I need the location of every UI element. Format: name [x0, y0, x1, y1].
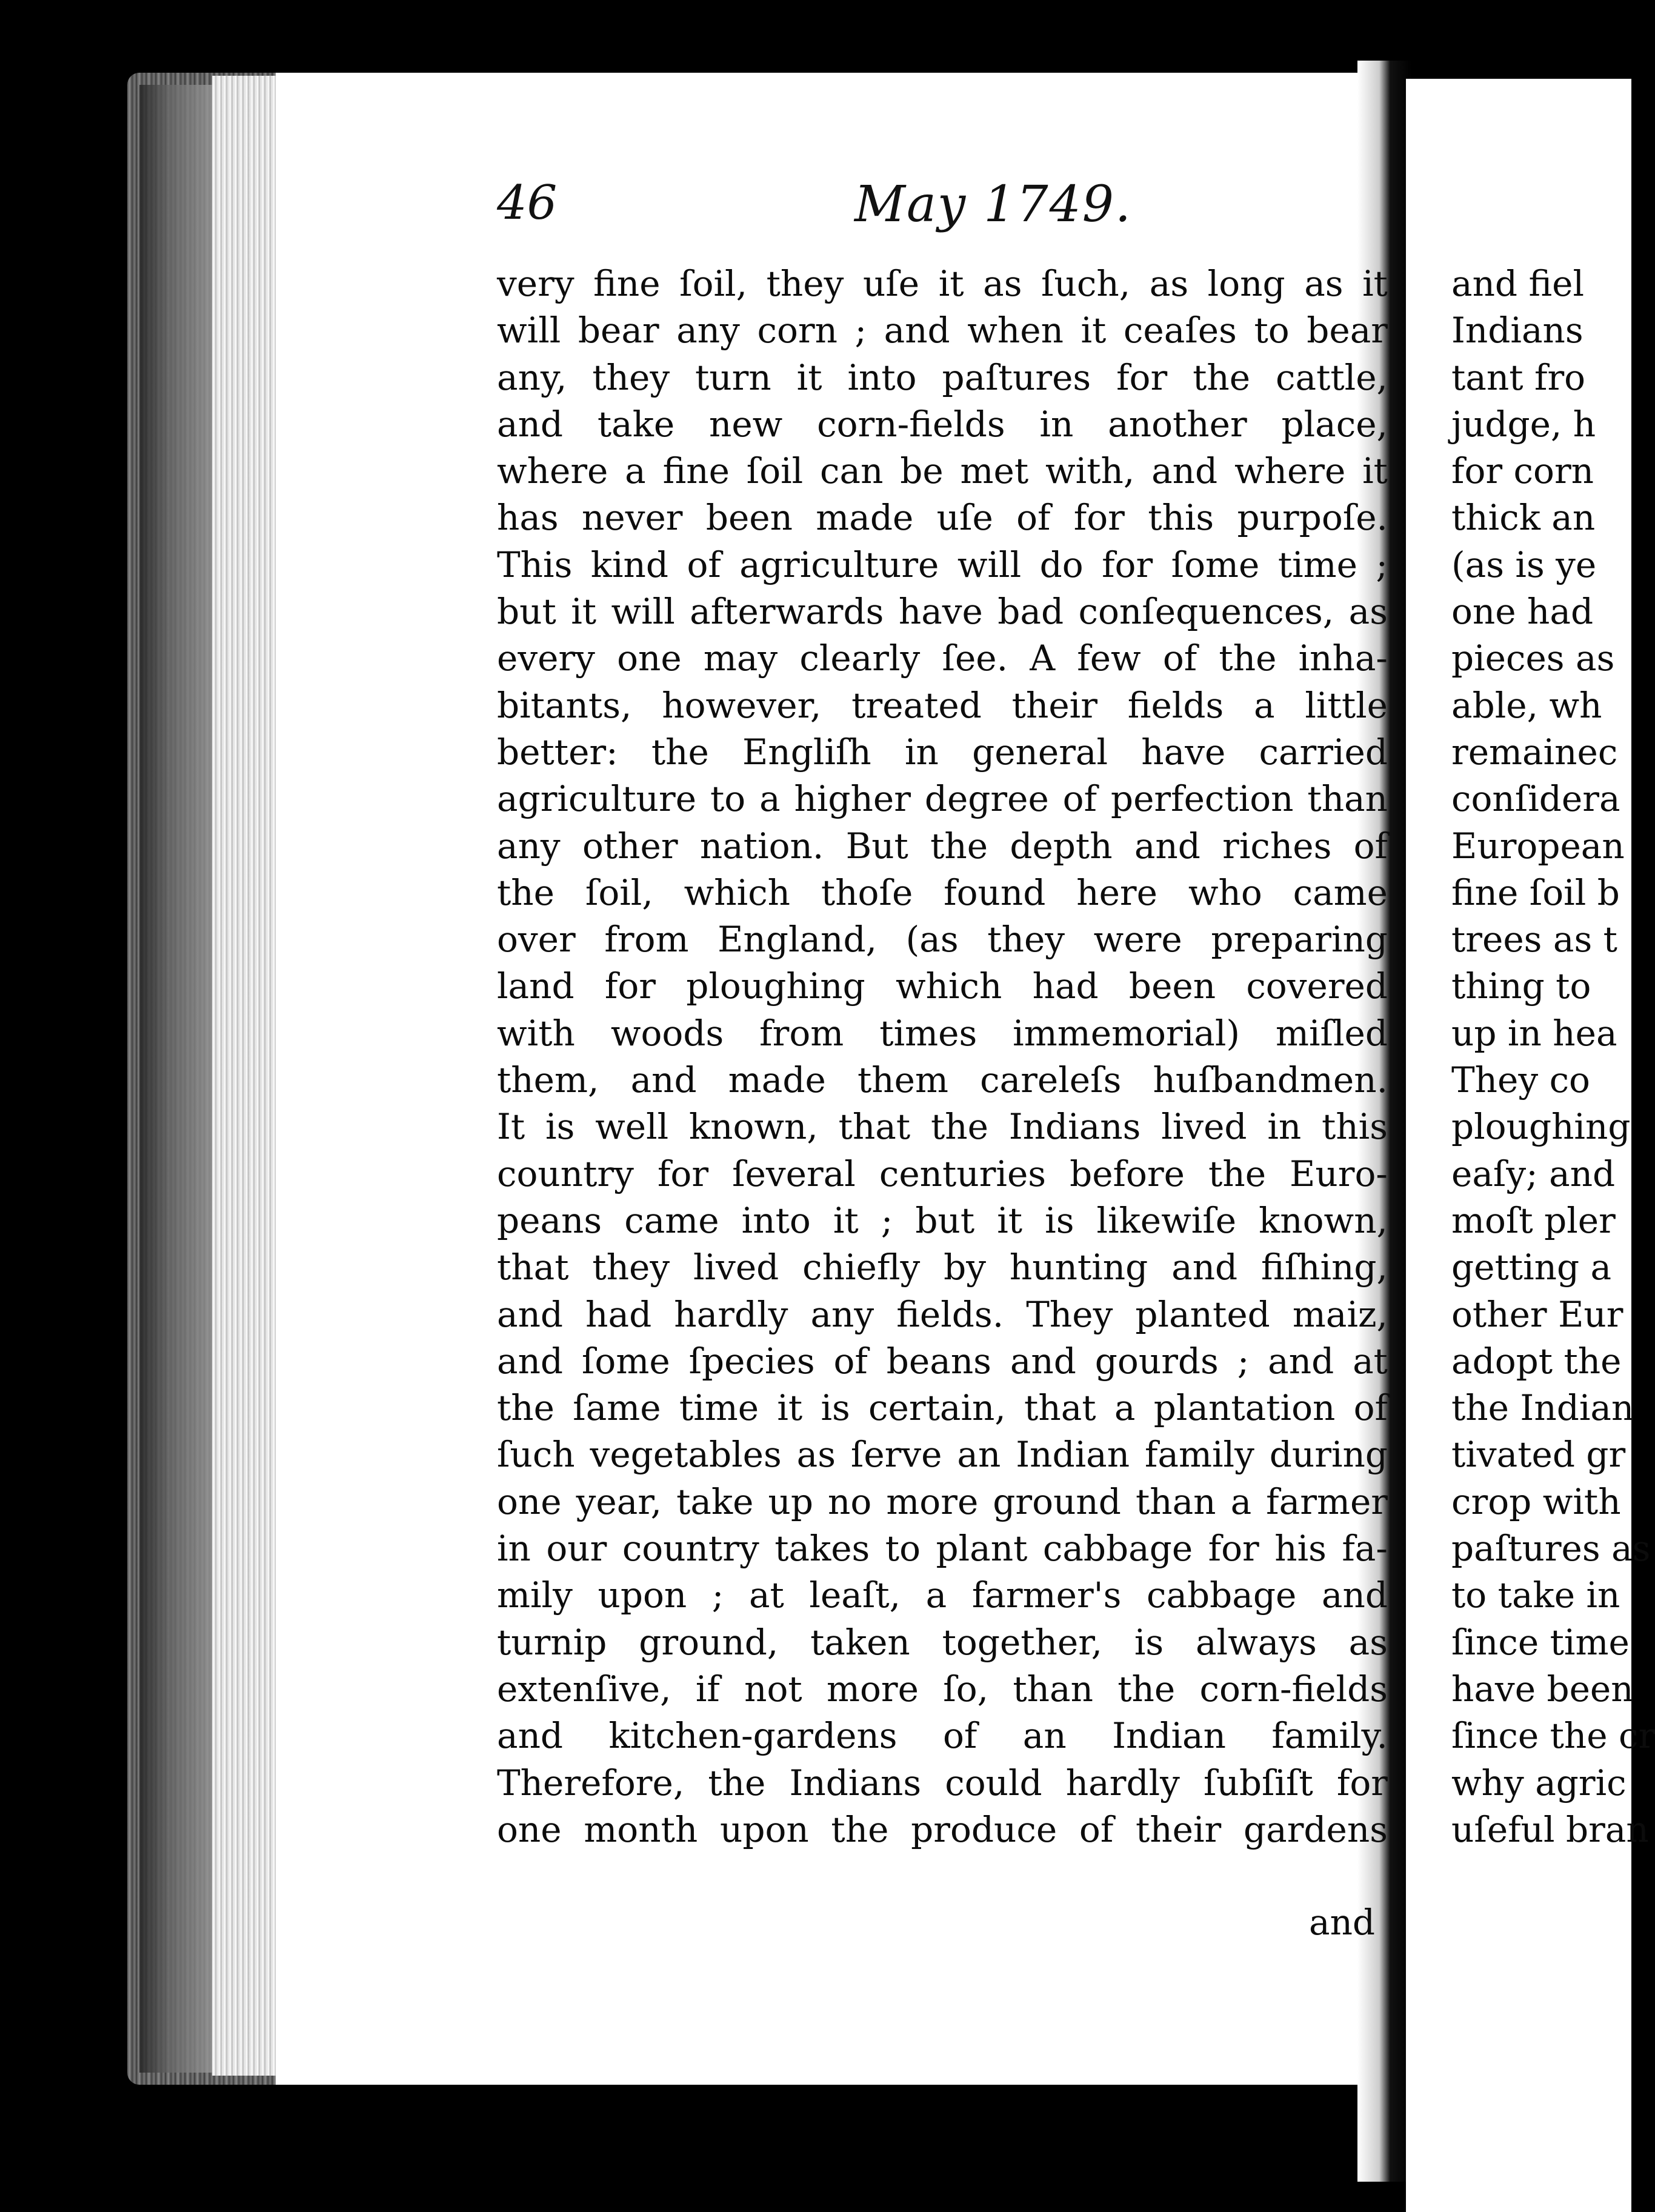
text-line: pieces as: [1451, 638, 1615, 679]
text-line: any, they turn it into paſtures for the cattle,: [497, 356, 1388, 398]
text-line: the ſoil, which thoſe found here who came: [497, 871, 1388, 913]
text-line: fine ſoil b: [1451, 871, 1620, 913]
text-line: This kind of agriculture will do for ſome time ;: [497, 544, 1388, 585]
text-line: land for ploughing which had been covered: [497, 965, 1388, 1007]
catchword: and: [1309, 1902, 1376, 1943]
text-line: (as is ye: [1451, 544, 1597, 585]
text-line: adopt the: [1451, 1340, 1622, 1382]
text-line: but it will afterwards have bad conſequences, as: [497, 591, 1388, 633]
text-line: mily upon ; at leaſt, a farmer's cabbage and: [497, 1574, 1388, 1616]
text-line: and kitchen-gardens of an Indian family.: [497, 1715, 1388, 1757]
text-line: one had: [1451, 591, 1594, 633]
text-line: have been: [1451, 1668, 1634, 1710]
text-line: ſuch vegetables as ſerve an Indian family during: [497, 1434, 1388, 1476]
text-line: paſtures as: [1451, 1528, 1651, 1570]
text-line: It is well known, that the Indians lived in this: [497, 1106, 1388, 1148]
text-line: them, and made them careleſs huſbandmen.: [497, 1059, 1388, 1101]
text-line: where a fine ſoil can be met with, and where it: [497, 450, 1388, 492]
page-number: 46: [497, 176, 558, 230]
text-line: and had hardly any fields. They planted maiz,: [497, 1293, 1388, 1335]
text-line: why agric: [1451, 1762, 1627, 1804]
text-line: thing to: [1451, 965, 1591, 1007]
text-line: and ſome ſpecies of beans and gourds ; and at: [497, 1340, 1388, 1382]
text-line: eaſy; and: [1451, 1153, 1616, 1194]
text-line: thick an: [1451, 497, 1596, 539]
left-page-body: [497, 261, 1388, 1853]
text-line: agriculture to a higher degree of perfection than: [497, 778, 1388, 820]
text-line: the Indian: [1451, 1387, 1634, 1429]
text-line: to take in: [1451, 1574, 1620, 1616]
text-line: able, wh: [1451, 684, 1602, 726]
text-line: Therefore, the Indians could hardly ſubſiſt for: [497, 1762, 1388, 1804]
text-line: European: [1451, 825, 1625, 867]
text-line: They co: [1451, 1059, 1590, 1101]
text-line: bitants, however, treated their fields a little: [497, 684, 1388, 726]
text-line: over from England, (as they were preparing: [497, 919, 1388, 961]
text-line: one month upon the produce of their gardens: [497, 1808, 1388, 1850]
text-line: every one may clearly ſee. A few of the inha-: [497, 638, 1388, 679]
text-line: trees as t: [1451, 919, 1617, 961]
text-line: turnip ground, taken together, is always as: [497, 1621, 1388, 1663]
text-line: tant fro: [1451, 356, 1586, 398]
text-line: extenſive, if not more ſo, than the corn-fields: [497, 1668, 1388, 1710]
text-line: and take new corn-fields in another place,: [497, 403, 1388, 445]
text-line: peans came into it ; but it is likewiſe known,: [497, 1199, 1388, 1241]
text-line: other Eur: [1451, 1293, 1623, 1335]
text-line: will bear any corn ; and when it ceaſes to bear: [497, 310, 1388, 351]
text-line: getting a: [1451, 1247, 1612, 1288]
text-line: with woods from times immemorial) miſled: [497, 1012, 1388, 1054]
text-line: moſt pler: [1451, 1199, 1616, 1241]
text-line: very fine ſoil, they uſe it as ſuch, as long as it: [497, 263, 1388, 304]
text-line: crop with: [1451, 1481, 1621, 1522]
left-page-header: [497, 176, 1376, 248]
text-line: remainec: [1451, 731, 1618, 773]
text-line: the ſame time it is certain, that a plantation of: [497, 1387, 1388, 1429]
text-line: judge, h: [1451, 403, 1596, 445]
page-stack: [212, 76, 279, 2076]
text-line: up in hea: [1451, 1012, 1617, 1054]
text-line: uſeful bran: [1451, 1808, 1649, 1850]
text-line: and fiel: [1451, 263, 1585, 304]
right-page-body: [1451, 261, 1655, 1853]
text-line: ſince the cr: [1451, 1715, 1655, 1757]
text-line: in our country takes to plant cabbage for his fa-: [497, 1528, 1388, 1570]
text-line: ſince time: [1451, 1621, 1630, 1663]
text-line: country for ſeveral centuries before the Euro-: [497, 1153, 1388, 1194]
text-line: that they lived chiefly by hunting and fiſhing,: [497, 1247, 1388, 1288]
text-line: any other nation. But the depth and riches of: [497, 825, 1388, 867]
text-line: conſidera: [1451, 778, 1620, 820]
text-line: Indians: [1451, 310, 1583, 351]
text-line: better: the Engliſh in general have carried: [497, 731, 1388, 773]
text-line: one year, take up no more ground than a farmer: [497, 1481, 1388, 1522]
text-line: tivated gr: [1451, 1434, 1626, 1476]
text-line: has never been made uſe of for this purpoſe.: [497, 497, 1388, 539]
text-line: for corn: [1451, 450, 1594, 492]
running-title: May 1749.: [854, 176, 1132, 233]
fore-edge-shadow: [139, 85, 212, 2073]
text-line: ploughing: [1451, 1106, 1631, 1148]
